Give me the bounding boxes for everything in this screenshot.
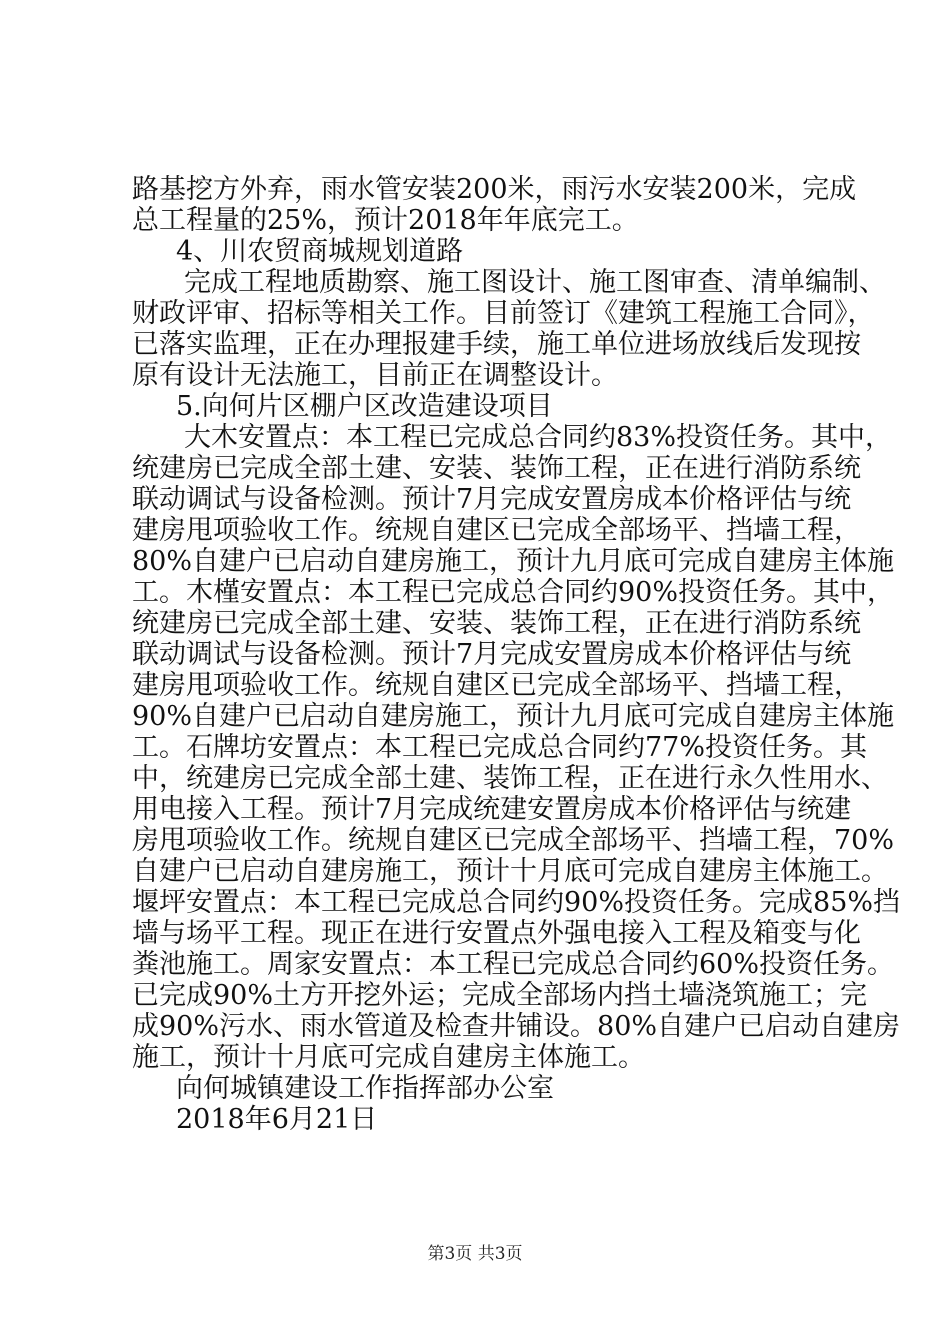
body-line: 建房甩项验收工作。统规自建区已完成全部场平、挡墙工程，	[132, 515, 861, 546]
body-line: 总工程量的25%，预计2018年年底完工。	[132, 205, 639, 236]
body-line: 房甩项验收工作。统规自建区已完成全部场平、挡墙工程，70%	[132, 825, 895, 856]
body-line: 成90%污水、雨水管道及检查井铺设。80%自建户已启动自建房	[132, 1011, 901, 1042]
page-footer: 第3页 共3页	[427, 1244, 523, 1264]
body-line: 路基挖方外弃，雨水管安装200米，雨污水安装200米，完成	[132, 174, 857, 205]
body-line: 完成工程地质勘察、施工图设计、施工图审查、清单编制、	[184, 267, 886, 298]
body-line: 统建房已完成全部土建、安装、装饰工程，正在进行消防系统	[132, 608, 861, 639]
body-line: 施工，预计十月底可完成自建房主体施工。	[132, 1042, 645, 1073]
body-line: 粪池施工。周家安置点：本工程已完成总合同约60%投资任务。	[132, 949, 895, 980]
body-line: 已落实监理，正在办理报建手续，施工单位进场放线后发现按	[132, 329, 861, 360]
body-line: 财政评审、招标等相关工作。目前签订《建筑工程施工合同》，	[132, 298, 875, 329]
signature-office: 向何城镇建设工作指挥部办公室	[176, 1073, 554, 1104]
body-line: 建房甩项验收工作。统规自建区已完成全部场平、挡墙工程，	[132, 670, 861, 701]
body-line: 用电接入工程。预计7月完成统建安置房成本价格评估与统建	[132, 794, 852, 825]
body-line: 已完成90%土方开挖外运；完成全部场内挡土墙浇筑施工；完	[132, 980, 868, 1011]
section-heading: 4、川农贸商城规划道路	[176, 236, 464, 267]
body-line: 联动调试与设备检测。预计7月完成安置房成本价格评估与统	[132, 639, 852, 670]
section-heading: 5.向何片区棚户区改造建设项目	[176, 391, 553, 422]
body-line: 工。石牌坊安置点：本工程已完成总合同约77%投资任务。其	[132, 732, 868, 763]
body-line: 大木安置点：本工程已完成总合同约83%投资任务。其中，	[184, 422, 893, 453]
body-line: 统建房已完成全部土建、安装、装饰工程，正在进行消防系统	[132, 453, 861, 484]
body-line: 原有设计无法施工，目前正在调整设计。	[132, 360, 618, 391]
body-line: 联动调试与设备检测。预计7月完成安置房成本价格评估与统	[132, 484, 852, 515]
body-line: 自建户已启动自建房施工，预计十月底可完成自建房主体施工。	[132, 856, 888, 887]
signature-date: 2018年6月21日	[176, 1104, 378, 1135]
body-line: 堰坪安置点：本工程已完成总合同约90%投资任务。完成85%挡	[132, 887, 901, 918]
body-line: 90%自建户已启动自建房施工，预计九月底可完成自建房主体施	[132, 701, 895, 732]
body-line: 80%自建户已启动自建房施工，预计九月底可完成自建房主体施	[132, 546, 895, 577]
body-line: 工。木槿安置点：本工程已完成总合同约90%投资任务。其中，	[132, 577, 895, 608]
body-line: 中，统建房已完成全部土建、装饰工程，正在进行永久性用水、	[132, 763, 888, 794]
body-line: 墙与场平工程。现正在进行安置点外强电接入工程及箱变与化	[132, 918, 861, 949]
